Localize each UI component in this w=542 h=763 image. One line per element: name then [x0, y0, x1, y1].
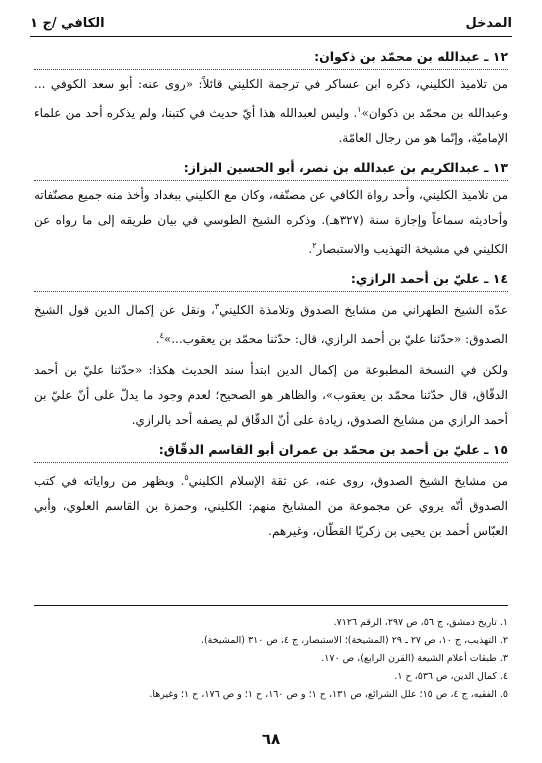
- section-title: ١٤ ـ عليّ بن أحمد الرازي:: [34, 268, 508, 292]
- footnote-ref[interactable]: ٣: [214, 302, 220, 311]
- footnote: ١. تاريخ دمشق، ج ٥٦، ص ٢٩٧، الرقم ٧١٢٦.: [333, 617, 508, 628]
- section-title: ١٣ ـ عبدالكريم بن عبدالله بن نصر، أبو الحسين البزاز:: [34, 157, 508, 181]
- section-paragraph: [34, 72, 508, 151]
- paragraph-text: من تلاميذ الكليني، وأحد رواة الكافي عن مصنّفه، وكان مع الكليني ببغداد وأخذ منه جميع مصنّفاته وأحاديثه سماعاً وإجازة سنة (٣٢٧هـ). وذكره الشيخ الطوسي في بيان طريقه إلى ما رواه عن الكليني في مشيخة التهذيب والاستبصار: [34, 188, 508, 256]
- paragraph-text: عدّه الشيخ الطهراني من مشايخ الصدوق وتلامذة الكليني: [219, 303, 508, 317]
- section-paragraph: [34, 294, 508, 352]
- paragraph-text: .: [308, 242, 313, 256]
- footnotes: [34, 605, 508, 704]
- header-book: الكافي /ج ١: [30, 16, 105, 31]
- paragraph-text: . ويظهر من رواياته في كتب الصدوق أنّه يروي عن مجموعة من المشايخ منهم: الكليني، وحمزة بن القاسم العلوي، وأبي العبّاس أحمد بن يحيى بن زكريّا القطّان، وغيرهم.: [34, 474, 508, 538]
- footnote-ref[interactable]: ٤: [159, 331, 164, 340]
- main-content: [34, 46, 508, 550]
- paragraph-text: من مشايخ الشيخ الصدوق، روى عنه، عن ثقة الإسلام الكليني: [188, 474, 508, 488]
- paragraph-text: . وليس لعبدالله هذا أيّ حديث في كتبنا، ولم يذكره أحد من علماء الإماميّة، وإنّما هو من رجال العامّة.: [34, 106, 508, 145]
- footnote-ref[interactable]: ٥: [184, 473, 189, 482]
- paragraph-text: .: [155, 332, 160, 346]
- section-paragraph: [34, 183, 508, 262]
- page-number: ٦٨: [261, 730, 281, 748]
- section-paragraph: ولكن في النسخة المطبوعة من إكمال الدين ابتدأ سند الحديث هكذا: «حدّثنا عليّ بن أحمد الدقّاق، قال حدّثنا محمّد بن يعقوب»، والظاهر هو الصحيح؛ لعدم وجود ما يدلّ على أنّ عليّ بن أحمد الرازي من مشايخ الصدوق، زيادة على أنّ الدقّاق لم يصفه أحد بالرازي.: [34, 363, 508, 427]
- footnote: ٤. كمال الدين، ص ٥٣٦، ح ١.: [394, 671, 508, 682]
- header-section: المدخل: [465, 16, 512, 31]
- running-header: [30, 14, 512, 37]
- footnote: ٣. طبقات أعلام الشيعة (القرن الرابع)، ص ١٧٠.: [321, 653, 508, 664]
- paragraph-text: ، ونقل عن إكمال الدين قول الشيخ الصدوق: «حدّثنا عليّ بن أحمد الرازي، قال: حدّثنا محمّد بن يعقوب...»: [34, 303, 508, 346]
- paragraph-text: من تلاميذ الكليني، ذكره ابن عساكر في ترجمة الكليني قائلاً: «روى عنه: أبو سعد الكوفي ... وعبدالله بن محمّد بن ذكوان»: [34, 77, 508, 120]
- footnote-ref[interactable]: ٢: [312, 241, 317, 250]
- footnote: ٥. الفقيه، ج ٤، ص ١٥؛ علل الشرائع، ص ١٣١، ح ١؛ و ص ١٦٠، ح ١؛ و ص ١٧٦، ح ١؛ وغيرها.: [149, 689, 508, 700]
- section-title: ١٢ ـ عبدالله بن محمّد بن ذكوان:: [34, 46, 508, 70]
- footnote-ref[interactable]: ١: [357, 105, 362, 114]
- footnote: ٢. التهذيب، ج ١٠، ص ٢٧ ـ ٢٩ (المشيخة)؛ الاستبصار، ج ٤، ص ٣١٠ (المشيخة).: [200, 635, 508, 646]
- section-paragraph: [34, 465, 508, 544]
- section-title: ١٥ ـ عليّ بن أحمد بن محمّد بن عمران أبو القاسم الدقّاق:: [34, 439, 508, 463]
